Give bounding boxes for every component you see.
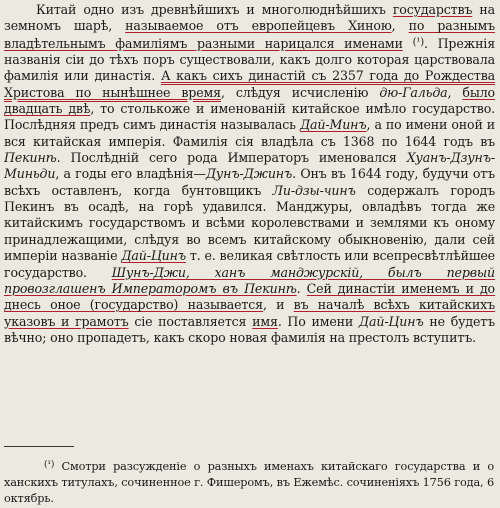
text-run: , а годы его владѣнія— <box>55 166 206 182</box>
italic-name: Хуанъ-Дзунъ-Миньди <box>4 150 495 182</box>
text-run: , <box>447 84 463 100</box>
text-run: , а по имени оной и вся китайская имперія. Фамилія сія владѣла съ 1368 по 1644 годъ въ <box>4 117 495 149</box>
text-run: . По имени <box>277 313 359 329</box>
underlined-phrase: въ началѣ всѣхъ китайскихъ указовъ и грамотъ <box>4 297 495 329</box>
text-run: , <box>391 18 409 34</box>
underlined-phrase: было двадцать двѣ <box>4 84 495 117</box>
text-run: Китай одно изъ древнѣйшихъ и многолюднѣйшихъ <box>36 2 393 17</box>
text-run: , то столькоже и именованій китайское имѣло государство. Послѣдняя предъ симъ династія называлась <box>4 101 495 133</box>
text-run: сіе поставляется <box>128 313 253 329</box>
text-run: . Прежнія названія сіи до тѣхъ поръ существовали, какъ долго которая царствовала фамилія или династія. <box>4 35 495 84</box>
italic-name: Дай-Цинъ <box>121 248 187 264</box>
underlined-phrase: по разнымъ владѣтельнымъ фамиліямъ разными нарицался именами <box>4 18 495 51</box>
italic-name: Дай-Минъ <box>299 117 367 133</box>
underlined-phrase: Шунъ-Джи, ханъ манджурскій, былъ первый провозглашенъ Императоромъ въ Пекинѣ <box>4 264 495 296</box>
text-run: , и <box>262 297 294 313</box>
text-run: содержалъ городъ Пекинъ въ осадѣ, на горѣ удавился. Манджуры, овладѣвъ тогда же китайскимъ государствомъ и всѣми королевствами и землями къ оному принадлежащими, слѣдуя во всемъ китайскому обыкновенію, дали сей имперіи названіе <box>4 182 496 264</box>
footnote-reference[interactable]: (¹) <box>412 36 424 48</box>
underlined-phrase: имя <box>252 313 278 329</box>
text-run: . Послѣдній сего рода Императоръ именовался <box>56 150 407 166</box>
italic-name: Ли-дзы-чинъ <box>272 182 356 198</box>
underlined-phrase: А какъ сихъ династій съ 2357 года до Рождества Христова по нынѣшнее время <box>4 68 496 100</box>
main-paragraph <box>4 2 495 346</box>
underlined-phrase: государствъ <box>392 2 473 17</box>
text-run: , слѣдуя исчисленію <box>220 84 380 100</box>
text-run: не будетъ вѣчно; оно пропадетъ, какъ скоро новая фамилія на престолъ вступитъ. <box>4 313 495 345</box>
text-run: на земномъ шарѣ, <box>4 2 495 34</box>
underlined-phrase: Сей династіи именемъ и до днесь оное (государство) называется <box>4 280 495 313</box>
footnote-divider <box>4 446 74 447</box>
underlined-phrase: называемое отъ европейцевъ Хиною <box>125 18 392 34</box>
italic-name: Пекинѣ <box>4 150 57 166</box>
footnote-text: Смотри разсужденіе о разныхъ именахъ китайскаго государства и о ханскихъ титулахъ, сочиненное г. Фишеромъ, въ Ежемѣс. сочиненіяхъ 1756 года, 6 октябрь. <box>4 460 494 506</box>
text-run: . <box>296 280 307 296</box>
footnote <box>4 457 494 508</box>
italic-name: Дай-Цинъ <box>358 313 424 329</box>
italic-name: дю-Гальда <box>379 84 448 100</box>
footnote-mark: (¹) <box>44 460 55 470</box>
italic-name: Дунъ-Джинъ <box>205 166 293 182</box>
text-run: . Онъ въ 1644 году, будучи отъ всѣхъ оставленъ, когда бунтовщикъ <box>4 166 495 198</box>
text-run: т. е. великая свѣтлость или всепресвѣтлѣйшее государство. <box>4 248 495 280</box>
